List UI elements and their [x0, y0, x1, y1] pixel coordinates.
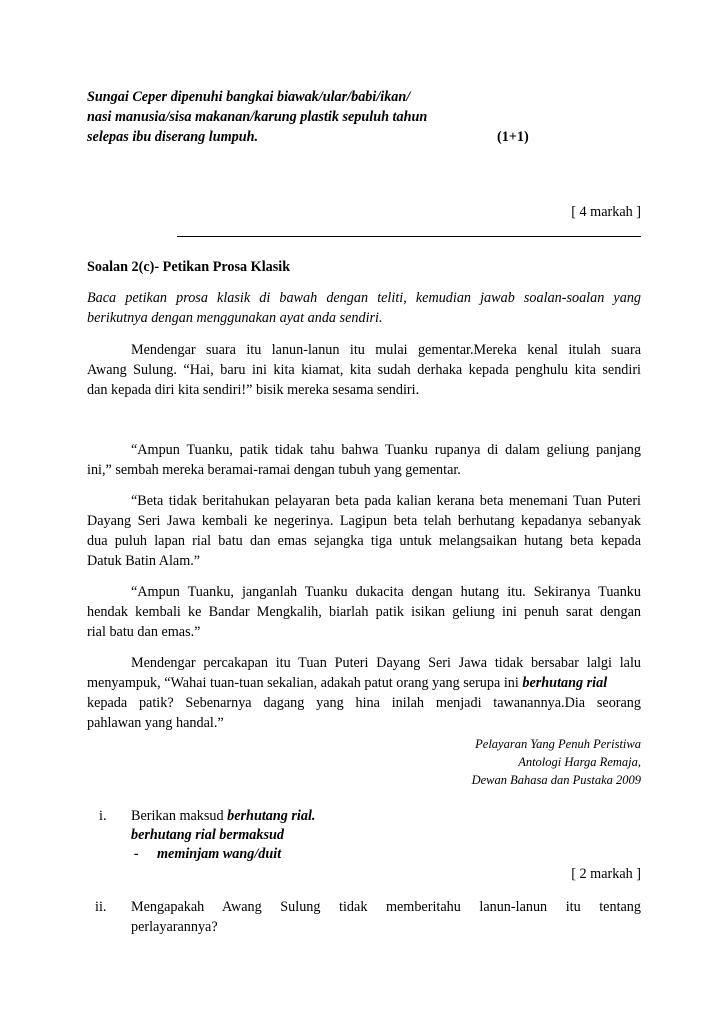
- instruction-line-2: berikutnya dengan menggunakan ayat anda sendiri.: [87, 310, 383, 326]
- question-1-answer-line-2: meminjam wang/duit: [157, 846, 282, 862]
- question-1-text: [131, 807, 641, 826]
- marks-2: [ 2 markah ]: [571, 866, 641, 882]
- source-line-1: Pelayaran Yang Penuh Peristiwa: [475, 737, 641, 751]
- passage-p3-line-2: Dayang Seri Jawa kembali ke negerinya. Lagipun beta telah berhutang kepadanya sebanyak: [87, 513, 641, 529]
- passage-p1-line-1: Mendengar suara itu lanun-lanun itu mulai gementar.Mereka kenal itulah suara: [131, 342, 641, 358]
- passage-p4-line-1: “Ampun Tuanku, janganlah Tuanku dukacita dengan hutang itu. Sekiranya Tuanku: [131, 584, 641, 600]
- marks-4: [ 4 markah ]: [571, 204, 641, 220]
- question-2-number: ii.: [95, 899, 107, 915]
- question-1-answer-line-1: berhutang rial bermaksud: [131, 827, 284, 843]
- passage-p5-line-4: pahlawan yang handal.”: [87, 715, 224, 731]
- passage-p5-line-3: kepada patik? Sebenarnya dagang yang hina inilah menjadi tawanannya.Dia seorang: [87, 695, 641, 711]
- answer-line-3: selepas ibu diserang lumpuh.: [87, 129, 259, 145]
- answer-score: (1+1): [497, 129, 529, 145]
- answer-bullet: -: [134, 846, 139, 862]
- instruction-line-1: Baca petikan prosa klasik di bawah dengan teliti, kemudian jawab soalan-soalan yang: [87, 290, 641, 306]
- source-line-3: Dewan Bahasa dan Pustaka 2009: [471, 773, 641, 787]
- question-1-term: berhutang rial.: [227, 808, 316, 824]
- answer-line-1: Sungai Ceper dipenuhi bangkai biawak/ular/babi/ikan/: [87, 89, 411, 105]
- highlight-berhutang-rial: berhutang rial: [522, 675, 608, 691]
- passage-p1-line-2: Awang Sulung. “Hai, baru ini kita kiamat, kita sudah derhaka kepada penghulu kita sendiri: [87, 362, 641, 378]
- passage-p2-line-2: ini,” sembah mereka beramai-ramai dengan tubuh yang gementar.: [87, 462, 461, 478]
- passage-p1-line-3: dan kepada diri kita sendiri!” bisik mereka sesama sendiri.: [87, 382, 420, 398]
- passage-p4-line-2: hendak kembali ke Bandar Mengkalih, biarlah patik isikan geliung ini penuh sarat dengan: [87, 604, 641, 620]
- passage-p5-line-2-text: menyampuk, “Wahai tuan-tuan sekalian, adakah patut orang yang serupa ini: [87, 675, 523, 691]
- passage-p5-line-1: Mendengar percakapan itu Tuan Puteri Dayang Seri Jawa tidak bersabar lalgi lalu: [131, 655, 641, 671]
- divider-line: [177, 236, 641, 237]
- passage-p2-line-1: “Ampun Tuanku, patik tidak tahu bahwa Tuanku rupanya di dalam geliung panjang: [131, 442, 641, 458]
- answer-line-2: nasi manusia/sisa makanan/karung plastik sepuluh tahun: [87, 109, 428, 125]
- question-2-line-1: Mengapakah Awang Sulung tidak memberitahu lanun-lanun itu tentang: [131, 899, 641, 915]
- passage-p5-line-2: [87, 674, 641, 693]
- question-1-text-pre: Berikan maksud: [131, 808, 228, 824]
- question-1-number: i.: [99, 808, 107, 824]
- passage-p3-line-1: “Beta tidak beritahukan pelayaran beta pada kalian kerana beta menemani Tuan Puteri: [131, 493, 641, 509]
- passage-p3-line-4: Datuk Batin Alam.”: [87, 553, 201, 569]
- passage-p3-line-3: dua puluh lapan rial batu dan emas sejangka tiga untuk melangsaikan hutang beta kepada: [87, 533, 641, 549]
- source-line-2: Antologi Harga Remaja,: [518, 755, 641, 769]
- passage-p4-line-3: rial batu dan emas.”: [87, 624, 201, 640]
- section-title: Soalan 2(c)- Petikan Prosa Klasik: [87, 259, 291, 275]
- question-2-line-2: perlayarannya?: [131, 919, 218, 935]
